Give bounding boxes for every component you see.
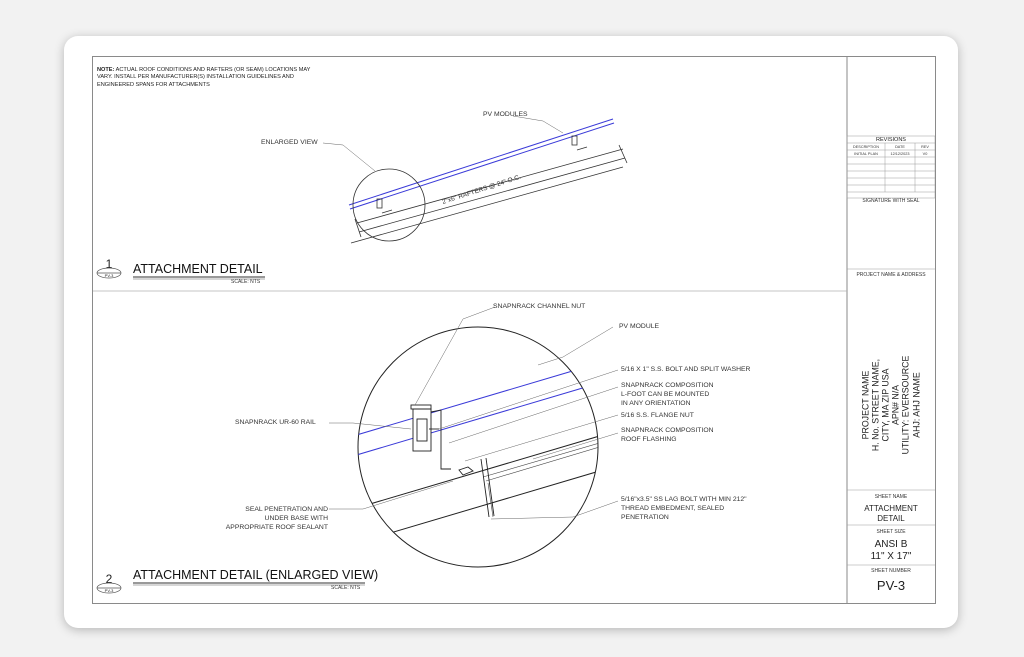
detail1-number: 1 — [105, 257, 113, 271]
callout-flashing-line2: ROOF FLASHING — [621, 436, 677, 443]
drawing-sheet — [92, 56, 936, 604]
detail2-number: 2 — [105, 572, 113, 586]
detail2-scale: SCALE: NTS — [331, 585, 361, 591]
callout-lag-line1: 5/16"x3.5" SS LAG BOLT WITH MIN 212" — [621, 496, 747, 503]
sheet-name-line2: DETAIL — [877, 514, 905, 523]
callout-lfoot-line1: SNAPNRACK COMPOSITION — [621, 382, 714, 389]
note-text: ACTUAL ROOF CONDITIONS AND RAFTERS (OR SEAM) LOCATIONS MAY VARY. INSTALL PER MANUFACTURER(S) INSTALLATION GUIDELINES AND ENGINEERED SPANS FOR ATTACHMENTS — [97, 67, 311, 88]
sheet-number-label: SHEET NUMBER — [871, 568, 911, 574]
detail2-hardware — [411, 405, 494, 517]
callout-rail: SNAPNRACK UR-60 RAIL — [235, 419, 316, 426]
callout-seal-line2: UNDER BASE WITH — [264, 515, 328, 522]
project-line-ahj: AHJ: AHJ NAME — [911, 372, 922, 438]
detail2-sheet-ref: PV-3 — [104, 588, 114, 593]
detail1-scale: SCALE: NTS — [231, 279, 261, 285]
callout-seal-line1: SEAL PENETRATION AND — [245, 506, 328, 513]
callout-lfoot-line3: IN ANY ORIENTATION — [621, 400, 691, 407]
detail1-title: ATTACHMENT DETAIL — [133, 262, 263, 276]
project-address-block — [847, 325, 935, 485]
rev-col-date: DATE — [895, 145, 905, 149]
callout-enlarged-view: ENLARGED VIEW — [261, 139, 318, 146]
rev-row-rev: V0 — [922, 152, 928, 156]
revisions-heading: REVISIONS — [876, 137, 906, 143]
detail2-title: ATTACHMENT DETAIL (ENLARGED VIEW) — [133, 568, 379, 582]
detail1-sheet-ref: PV-3 — [104, 273, 114, 278]
rev-row-description: INITIAL PLAN — [854, 152, 878, 156]
sheet-name-line1: ATTACHMENT — [864, 504, 918, 513]
callout-seal-line3: APPROPRIATE ROOF SEALANT — [225, 524, 328, 531]
project-line-utility: UTILITY: EVERSOURCE — [901, 355, 912, 455]
project-line-street: H. No. STREET NAME, — [870, 358, 881, 452]
callout-lag-line2: THREAD EMBEDMENT, SEALED — [621, 505, 725, 512]
general-note — [97, 67, 322, 89]
detail1-leaders — [323, 116, 563, 171]
project-label: PROJECT NAME & ADDRESS — [856, 272, 926, 278]
sheet-name-label: SHEET NAME — [874, 494, 908, 500]
rev-row-date: 12/12/2023 — [890, 152, 910, 156]
detail2-leaders — [329, 307, 618, 519]
callout-lag-line3: PENETRATION — [621, 514, 669, 521]
rev-col-rev: REV — [921, 145, 929, 149]
detail1-rafter-label: 2"x6" RAFTERS @ 24" O.C. — [441, 173, 522, 206]
project-line-name: PROJECT NAME — [860, 370, 871, 440]
callout-bolt: 5/16 X 1" S.S. BOLT AND SPLIT WASHER — [621, 366, 751, 373]
callout-flange-nut: 5/16 S.S. FLANGE NUT — [621, 412, 694, 419]
sheet-number: PV-3 — [876, 578, 906, 593]
sheet-size-line1: ANSI B — [874, 539, 908, 550]
project-line-apn: APN# N/A — [891, 384, 901, 426]
detail2-flashing — [483, 439, 613, 477]
note-label: NOTE: — [97, 67, 115, 73]
sheet-size-label: SHEET SIZE — [876, 529, 906, 535]
detail2-module-top — [343, 359, 613, 439]
callout-flashing-line1: SNAPNRACK COMPOSITION — [621, 427, 714, 434]
project-line-city: CITY, MA ZIP USA — [880, 368, 891, 442]
detail2-tag — [97, 583, 365, 593]
callout-pv-module: PV MODULE — [619, 323, 660, 330]
detail2-rafter-bottom — [343, 467, 613, 547]
rev-col-description: DESCRIPTION — [853, 145, 879, 149]
detail2-roof-surface — [343, 432, 613, 512]
signature-label: SIGNATURE WITH SEAL — [862, 198, 920, 204]
callout-lfoot-line2: L-FOOT CAN BE MOUNTED — [621, 391, 710, 398]
callout-channel-nut: SNAPNRACK CHANNEL NUT — [493, 303, 586, 310]
callout-pv-modules: PV MODULES — [483, 111, 528, 118]
sheet-size-line2: 11" X 17" — [870, 551, 912, 562]
